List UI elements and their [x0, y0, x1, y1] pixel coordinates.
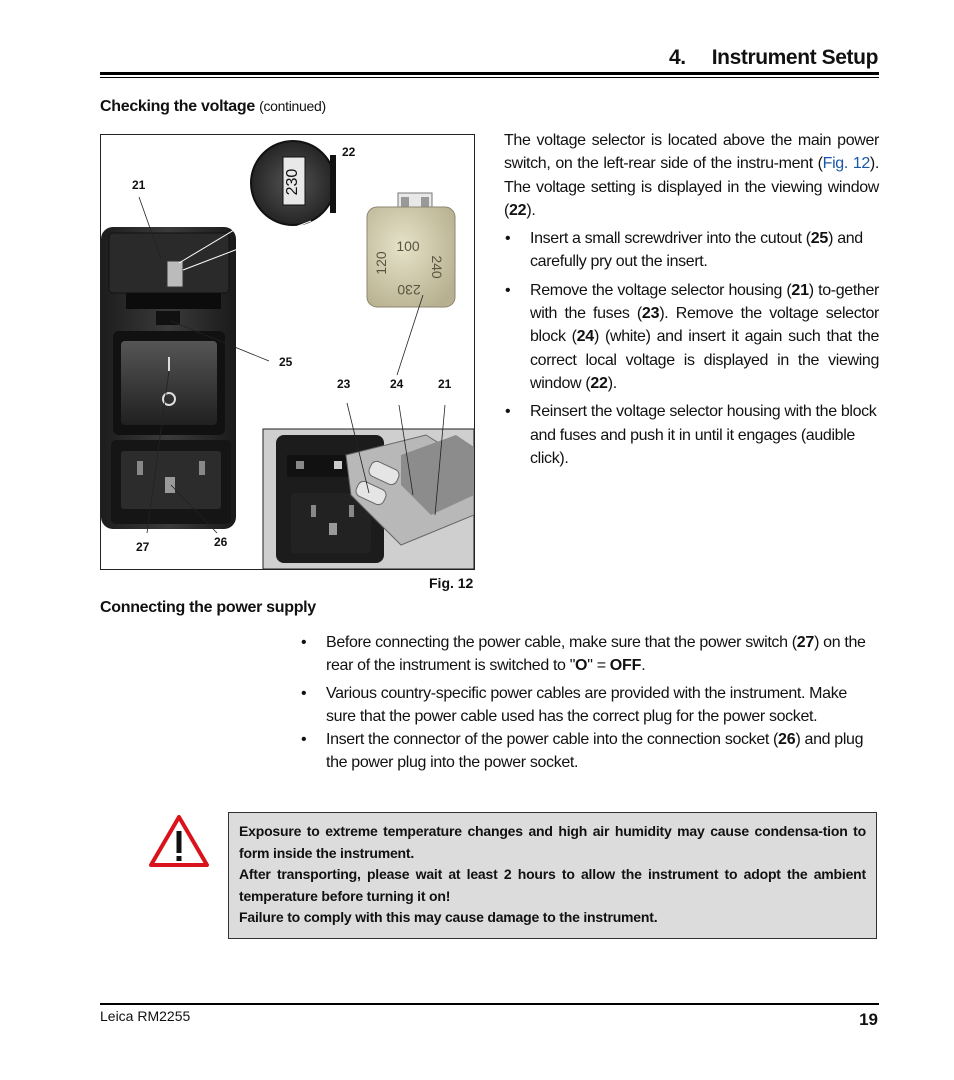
- block-value-top: 100: [396, 238, 420, 254]
- power-text-column: [300, 631, 879, 775]
- header-rule-thin: [100, 77, 879, 78]
- viewing-window: [167, 261, 183, 287]
- voltage-selector-slot: [126, 293, 221, 309]
- callout-26: 26: [214, 535, 228, 549]
- callout-22: 22: [342, 145, 356, 159]
- zoom-window-value: 230: [284, 168, 301, 196]
- block-value-right: 240: [429, 255, 445, 279]
- callout-23: 23: [337, 377, 351, 391]
- voltage-steps: [504, 227, 879, 470]
- figure-12-photo: [100, 134, 475, 570]
- callout-21-inset: 21: [438, 377, 452, 391]
- voltage-selector-illustration: [101, 135, 474, 569]
- list-item: • Insert a small screwdriver into the cutout (25) and carefully pry out the insert.: [504, 227, 879, 274]
- power-switch: [121, 341, 217, 425]
- callout-24: 24: [390, 377, 404, 391]
- power-heading: Connecting the power supply: [100, 599, 316, 616]
- header-rule: [100, 72, 879, 75]
- block-value-left: 120: [373, 251, 389, 275]
- callout-27: 27: [136, 540, 150, 554]
- warning-text-3: Failure to comply with this may cause damage to the instrument.: [239, 909, 658, 925]
- power-steps: [300, 631, 879, 775]
- page-number: 19: [859, 1010, 878, 1029]
- list-item: • Insert the connector of the power cable into the connection socket (26) and plug the power plug into the power socket.: [300, 728, 879, 775]
- callout-21: 21: [132, 178, 146, 192]
- voltage-text-column: [504, 129, 879, 470]
- section-title: 4. Instrument Setup: [669, 46, 878, 69]
- callout-25: 25: [279, 355, 293, 369]
- figure-reference-link[interactable]: Fig. 12: [822, 155, 870, 173]
- footer-product: Leica RM2255: [100, 1008, 191, 1024]
- list-item: • Remove the voltage selector housing (21) to-gether with the fuses (23). Remove the voltage selector block (24) (white) and insert it again such that the correct local voltage is displayed in the viewing window (22).: [504, 279, 879, 395]
- figure-caption: Fig. 12: [429, 575, 474, 591]
- block-value-bottom: 230: [397, 282, 421, 298]
- footer-rule: [100, 1003, 879, 1005]
- list-item: • Before connecting the power cable, make sure that the power switch (27) on the rear of the instrument is switched to "O" = OFF.: [300, 631, 879, 678]
- warning-text-1: Exposure to extreme temperature changes and high air humidity may cause condensa-tion to form inside the instrument.: [239, 823, 866, 861]
- voltage-heading: Checking the voltage (continued): [100, 98, 326, 115]
- warning-icon: [148, 814, 210, 873]
- list-item: • Various country-specific power cables are provided with the instrument. Make sure that the power cable used has the correct plug for the power socket.: [300, 682, 879, 729]
- list-item: • Reinsert the voltage selector housing with the block and fuses and push it in until it engages (audible click).: [504, 400, 879, 470]
- warning-text-2: After transporting, please wait at least 2 hours to allow the instrument to adopt the ambient temperature before turning it on!: [239, 866, 866, 904]
- voltage-intro: The voltage selector is located above the main power switch, on the left-rear side of the instru-ment (Fig. 12). The voltage setting is displayed in the viewing window (22).: [504, 132, 879, 219]
- warning-box: [228, 812, 877, 939]
